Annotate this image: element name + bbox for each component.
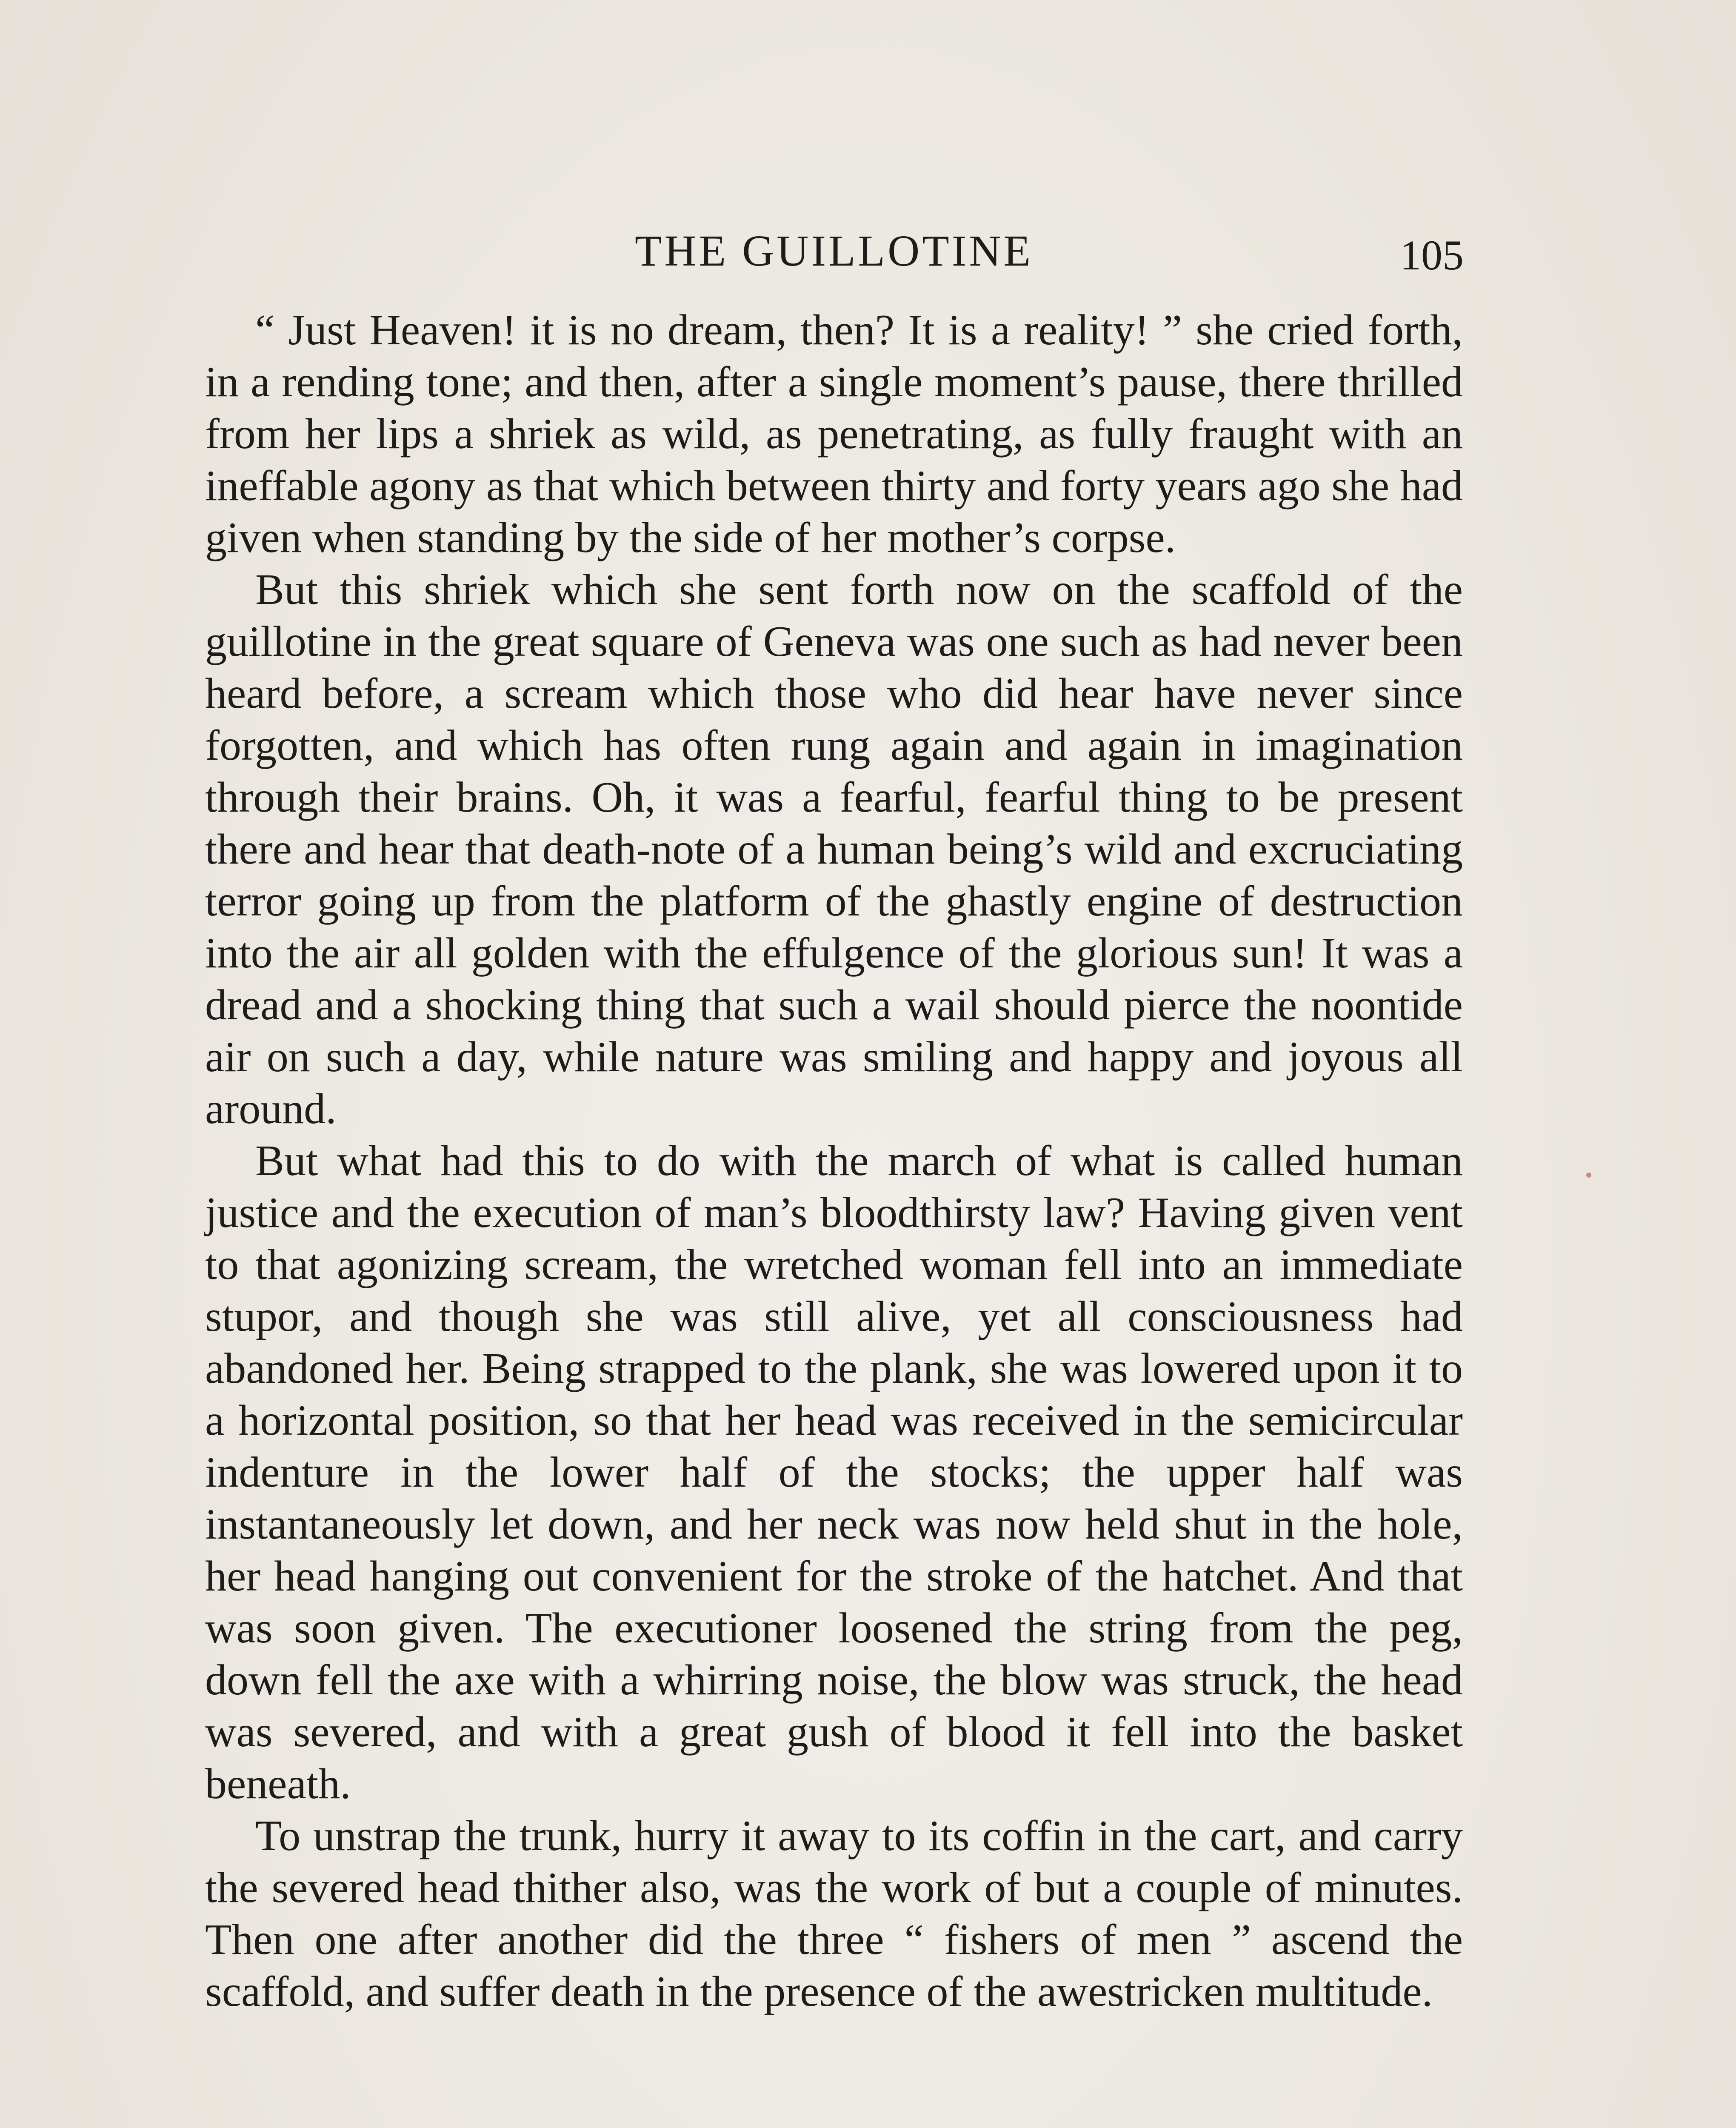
paper-speck	[1586, 1173, 1591, 1178]
paragraph-1: “ Just Heaven! it is no dream, then? It is a reality! ” she cried forth, in a rending tone; and then, after a single moment’s pause, there thrilled from her lips a shriek as wild, as penetrating, as fully fraught with an ineffable agony as that which between thirty and forty years ago she had given when standing by the side of her mother’s corpse.	[205, 306, 1463, 562]
paragraph-4: To unstrap the trunk, hurry it away to its coffin in the cart, and carry the severed head thither also, was the work of but a couple of minutes. Then one after another did the three “ fishers of men ” ascend the scaffold, and suffer death in the presence of the awestricken multitude.	[205, 1812, 1463, 2016]
page-header	[204, 217, 1464, 285]
body-text	[205, 304, 1463, 2018]
page-number: 105	[1400, 232, 1464, 279]
paragraph-2: But this shriek which she sent forth now on the scaffold of the guillotine in the great square of Geneva was one such as had never been heard before, a scream which those who did hear have never since forgotten, and which has often rung again and again in imagination through their brains. Oh, it was a fearful, fearful thing to be present there and hear that death-note of a human being’s wild and excruciating terror going up from the platform of the ghastly engine of destruction into the air all golden with the effulgence of the glorious sun! It was a dread and a shocking thing that such a wail should pierce the noontide air on such a day, while nature was smiling and happy and joyous all around.	[205, 566, 1463, 1133]
running-head: THE GUILLOTINE	[635, 226, 1033, 275]
paragraph-3: But what had this to do with the march of what is called human justice and the execution of man’s bloodthirsty law? Having given vent to that agonizing scream, the wretched woman fell into an immediate stupor, and though she was still alive, yet all consciousness had abandoned her. Being strapped to the plank, she was lowered upon it to a horizontal position, so that her head was received in the semicircular indenture in the lower half of the stocks; the upper half was instantaneously let down, and her neck was now held shut in the hole, her head hanging out convenient for the stroke of the hatchet. And that was soon given. The executioner loosened the string from the peg, down fell the axe with a whirring noise, the blow was struck, the head was severed, and with a great gush of blood it fell into the basket beneath.	[205, 1137, 1463, 1808]
